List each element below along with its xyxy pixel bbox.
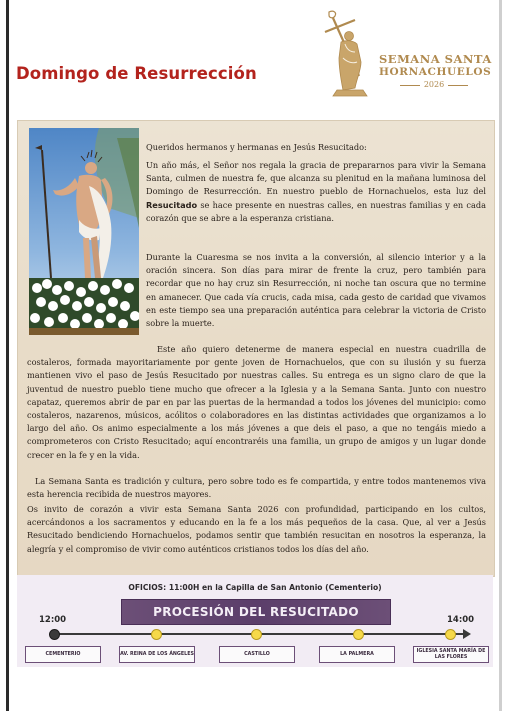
page-title: Domingo de Resurrección (16, 64, 257, 83)
greeting-text: Queridos hermanos y hermanas en Jesús Resucitado: (146, 142, 367, 152)
letter-paragraph-5 (27, 503, 486, 556)
letter-paragraph-3 (27, 343, 486, 462)
procession-banner (121, 599, 391, 625)
cross-bearing-figure-icon (315, 6, 379, 98)
start-time: 12:00 (39, 615, 67, 625)
paragraph-5-text: Os invito de corazón a vivir esta Semana Santa 2026 con profundidad, participando en los cultos, acercándonos a los sacramentos y educando en la fe a los más pequeños de la casa. Que, al ver a Jesús Resucitado bendiciendo Hornachuelos, podamos sentir que también resucitan en nosotros la esperanza, la alegría y el compromiso de vivir como auténticos cristianos todos los días del año. (27, 504, 486, 554)
resucitado-photo (29, 128, 139, 335)
document-page (9, 0, 499, 711)
paragraph-2-text: Durante la Cuaresma se nos invita a la conversión, al silencio interior y a la oración sincera. Son días para mirar de frente la cruz, pero también para recordar que no hay cruz sin Resurrección, ni noche tan oscura que no termine en amanecer. Que cada vía crucis, cada misa, cada gesto de caridad que vivamos en este tiempo sea una preparación auténtica para celebrar la victoria de Cristo sobre la muerte. (146, 252, 486, 329)
letter-panel (17, 120, 495, 577)
letter-paragraph-2 (146, 251, 486, 330)
page-right-border (499, 0, 502, 711)
timeline-arrow-icon (463, 629, 471, 639)
paragraph-3-text: Este año quiero detenerme de manera especial en nuestra cuadrilla de costaleros, formada mayoritariamente por gente joven de Hornachuelos, que con su ilusión y su fuerza mantienen vivo el paso de Jesús Resucitado por nuestras calles. Su entrega es un signo claro de que la juventud de nuestro pueblo tiene mucho que ofrecer a la Iglesia y a la Semana Santa. Junto con nuestro capataz, queremos abrir de par en par las puertas de la hermandad a todos los jóvenes del municipio: como costaleros, nazarenos, músicos, acólitos o colaboradores en las distintas actividades que organizamos a lo largo del año. Os animo especialmente a los más jóvenes a que deis el paso, a que no tengáis miedo a comprometeros con Cristo Resucitado; aquí encontraréis una familia, un grupo de amigos y un lugar donde crecer en la fe y en la vida. (27, 344, 486, 460)
paragraph-1-bold-word: Resucitado (146, 199, 198, 210)
stop-la-palmera: LA PALMERA (319, 646, 395, 663)
oficios-notice: OFICIOS: 11:00H en la Capilla de San Antonio (Cementerio) (128, 583, 382, 592)
timeline-marker-start (49, 629, 60, 640)
letter-paragraph-4 (27, 475, 486, 501)
stop-cementerio: CEMENTERIO (25, 646, 101, 663)
logo-year-text: 2026 (423, 80, 445, 89)
logo-line-2: HORNACHUELOS (379, 66, 492, 78)
stop-iglesia-santa-maria: IGLESIA SANTA MARÍA DE LAS FLORES (413, 646, 489, 663)
timeline-marker (353, 629, 364, 640)
semana-santa-logo (315, 6, 495, 98)
procession-timeline (17, 575, 493, 667)
letter-greeting (146, 141, 486, 154)
timeline-marker (251, 629, 262, 640)
letter-paragraph-1 (146, 159, 486, 225)
timeline-marker (445, 629, 456, 640)
logo-line-1: SEMANA SANTA (379, 52, 492, 66)
timeline-marker (151, 629, 162, 640)
end-time: 14:00 (447, 615, 475, 625)
stop-av-reina-angeles: AV. REINA DE LOS ÁNGELES (119, 646, 195, 663)
paragraph-1-start: Un año más, el Señor nos regala la gracia de prepararnos para vivir la Semana Santa, culmen de nuestra fe, que alcanza su plenitud en la mañana luminosa del Domingo de Resurrección. En nuestro pueblo de Hornachuelos, esta luz del (146, 160, 486, 197)
paragraph-1-end: se hace presente en nuestras calles, en nuestras familias y en cada corazón que se abre a la esperanza cristiana. (146, 199, 486, 223)
logo-year (379, 80, 489, 89)
procession-banner-text: PROCESIÓN DEL RESUCITADO (153, 605, 359, 619)
resucitado-image (29, 128, 139, 335)
paragraph-4-text: La Semana Santa es tradición y cultura, pero sobre todo es fe compartida, y entre todos mantenemos viva esta herencia recibida de nuestros mayores. (27, 476, 486, 500)
stop-castillo: CASTILLO (219, 646, 295, 663)
